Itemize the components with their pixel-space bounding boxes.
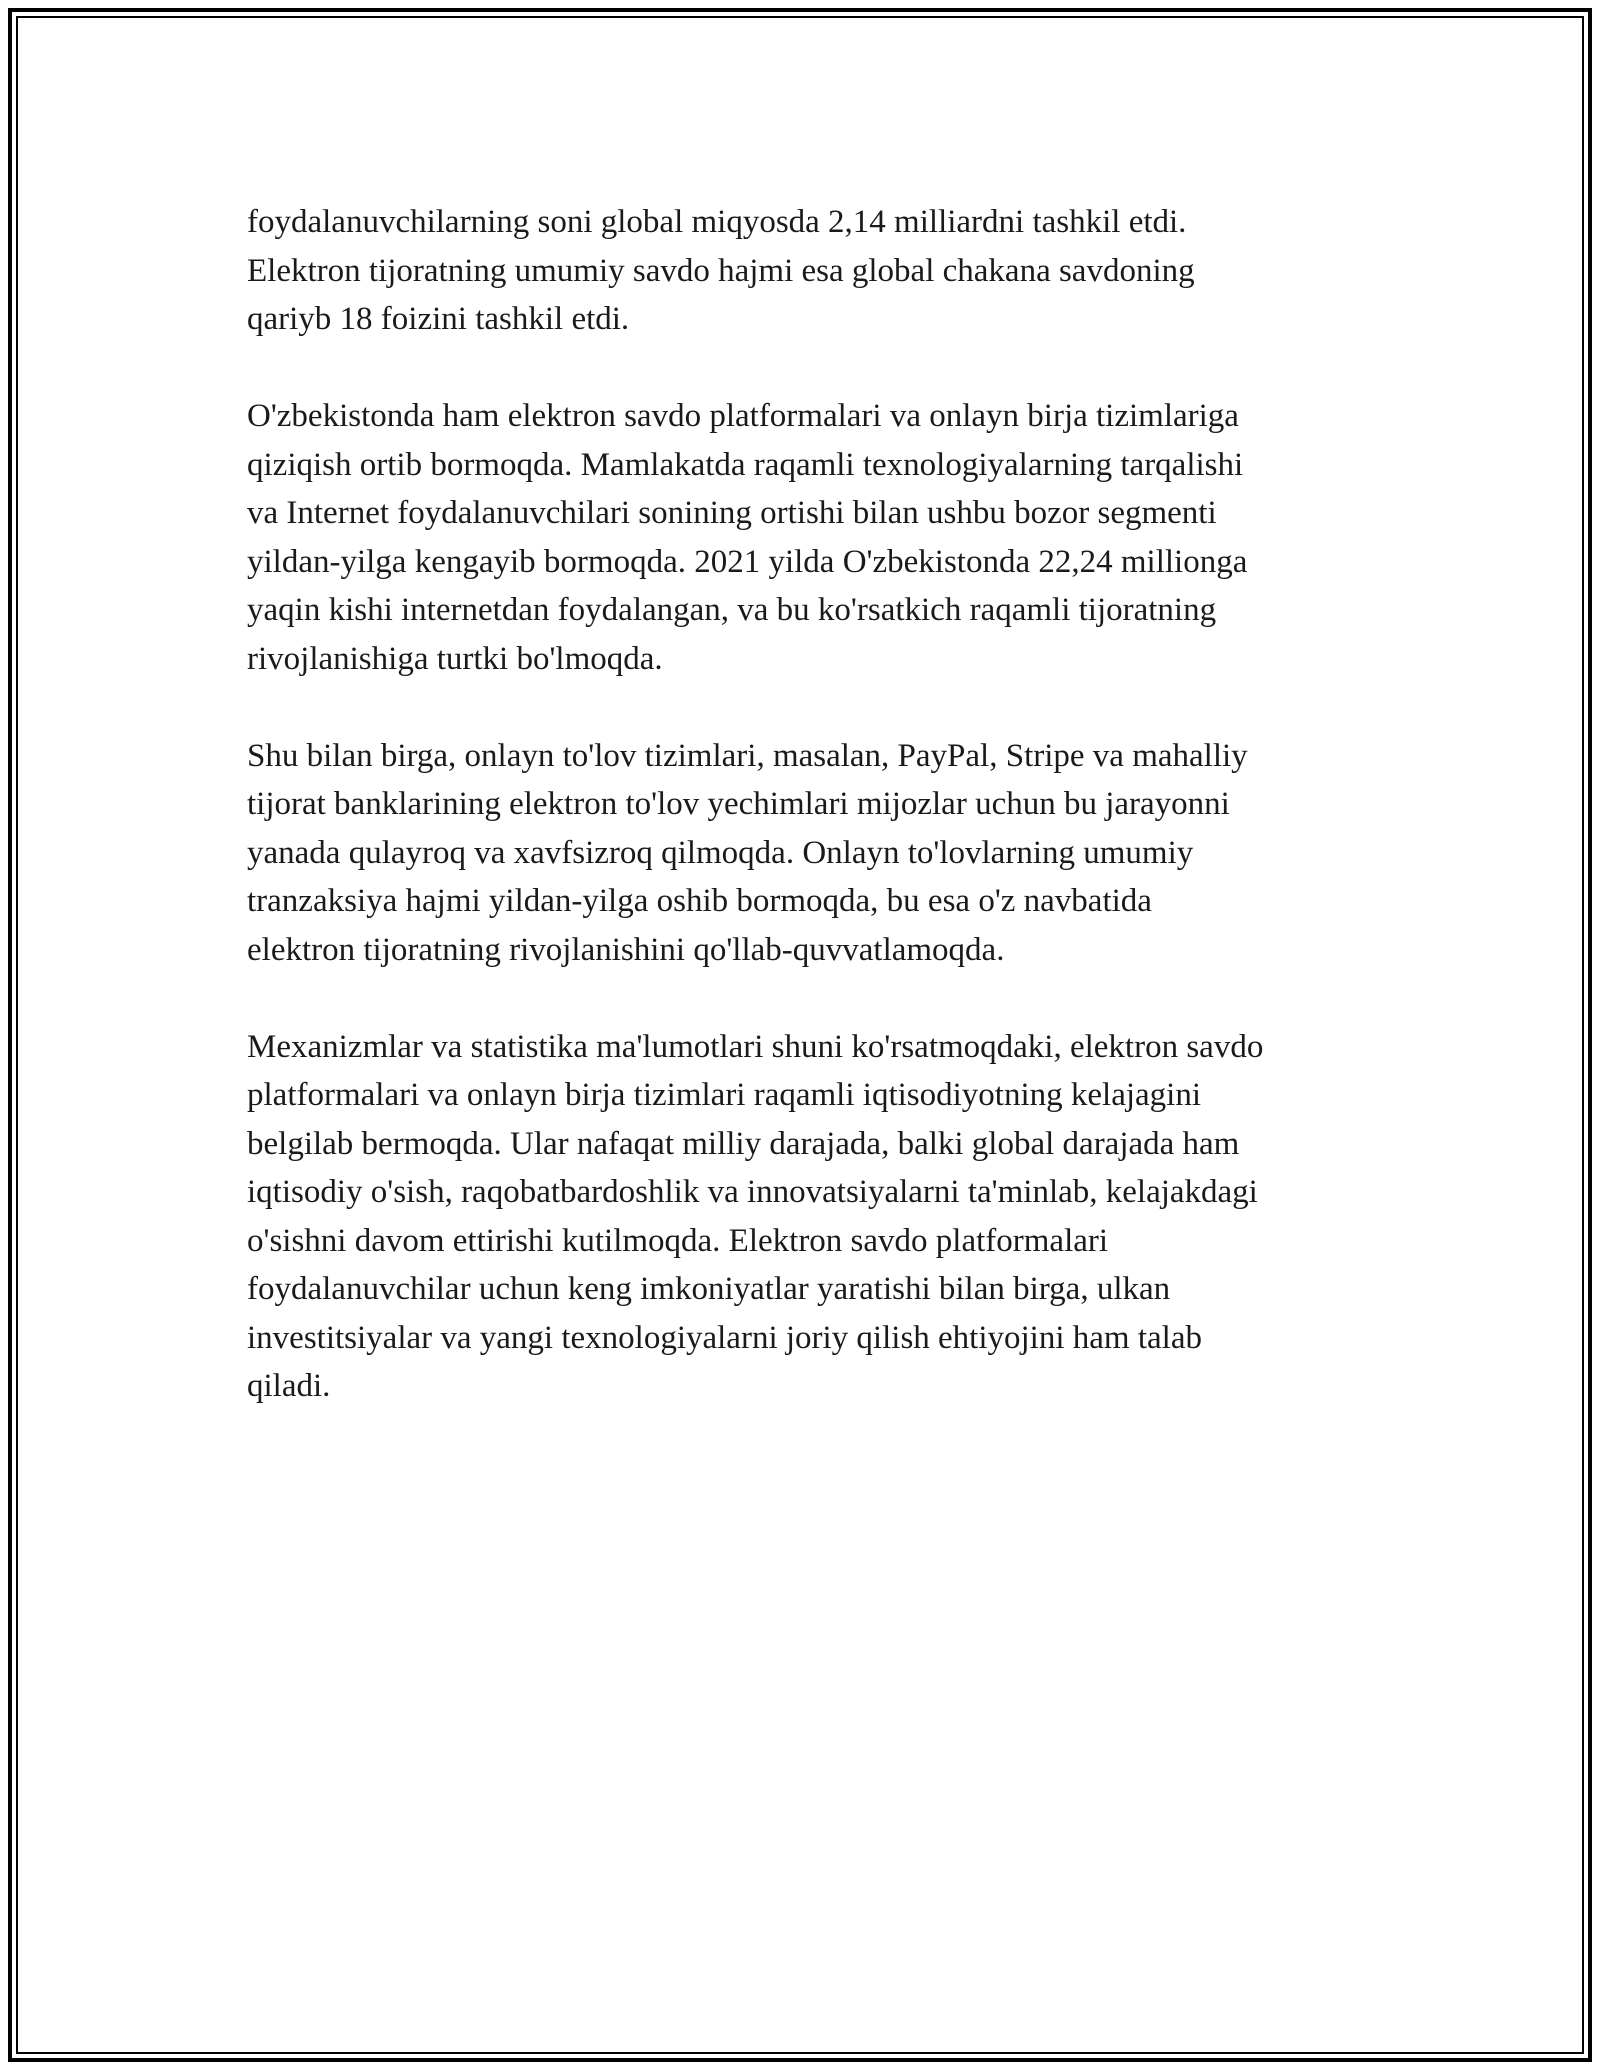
text-line: qiziqish ortib bormoqda. Mamlakatda raqamli texnologiyalarning tarqalishi [247,446,1244,483]
paragraph-4 [247,1023,1407,1411]
text-line: o'sishni davom ettirishi kutilmoqda. Elektron savdo platformalari [247,1222,1109,1259]
text-line: qiladi. [247,1368,331,1404]
text-line: O'zbekistonda ham elektron savdo platformalari va onlayn birja tizimlariga [247,398,1239,434]
paragraph-3 [247,732,1407,975]
text-line: Mexanizmlar va statistika ma'lumotlari shuni ko'rsatmoqdaki, elektron savdo [247,1028,1264,1065]
text-line: platformalari va onlayn birja tizimlari raqamli iqtisodiyotning kelajagini [247,1077,1201,1113]
text-line: yanada qulayroq va xavfsizroq qilmoqda. Onlayn to'lovlarning umumiy [247,834,1194,871]
text-line: Shu bilan birga, onlayn to'lov tizimlari, masalan, PayPal, Stripe va mahalliy [247,737,1248,774]
paragraph-1 [247,198,1407,344]
text-line: iqtisodiy o'sish, raqobatbardoshlik va innovatsiyalarni ta'minlab, kelajakdagi [247,1174,1258,1210]
text-line: va Internet foydalanuvchilari sonining ortishi bilan ushbu bozor segmenti [247,495,1217,531]
text-line: investitsiyalar va yangi texnologiyalarni joriy qilish ehtiyojini ham talab [247,1319,1202,1356]
text-line: tijorat banklarining elektron to'lov yechimlari mijozlar uchun bu jarayonni [247,786,1230,822]
text-line: yaqin kishi internetdan foydalangan, va bu ko'rsatkich raqamli tijoratning [247,592,1217,628]
text-line: tranzaksiya hajmi yildan-yilga oshib bormoqda, bu esa o'z navbatida [247,883,1152,919]
text-line: foydalanuvchilar uchun keng imkoniyatlar yaratishi bilan birga, ulkan [247,1271,1171,1307]
text-line: yildan-yilga kengayib bormoqda. 2021 yilda O'zbekistonda 22,24 millionga [247,543,1248,580]
text-line: elektron tijoratning rivojlanishini qo'llab-quvvatlamoqda. [247,931,1005,968]
text-line: foydalanuvchilarning soni global miqyosda 2,14 milliardni tashkil etdi. [247,204,1187,240]
text-line: belgilab bermoqda. Ular nafaqat milliy darajada, balki global darajada ham [247,1125,1240,1162]
text-line: qariyb 18 foizini tashkil etdi. [247,301,630,337]
text-line: Elektron tijoratning umumiy savdo hajmi esa global chakana savdoning [247,252,1195,289]
document-body [247,198,1407,1459]
paragraph-2 [247,392,1407,683]
text-line: rivojlanishiga turtki bo'lmoqda. [247,640,663,677]
page-frame [8,8,1592,2062]
